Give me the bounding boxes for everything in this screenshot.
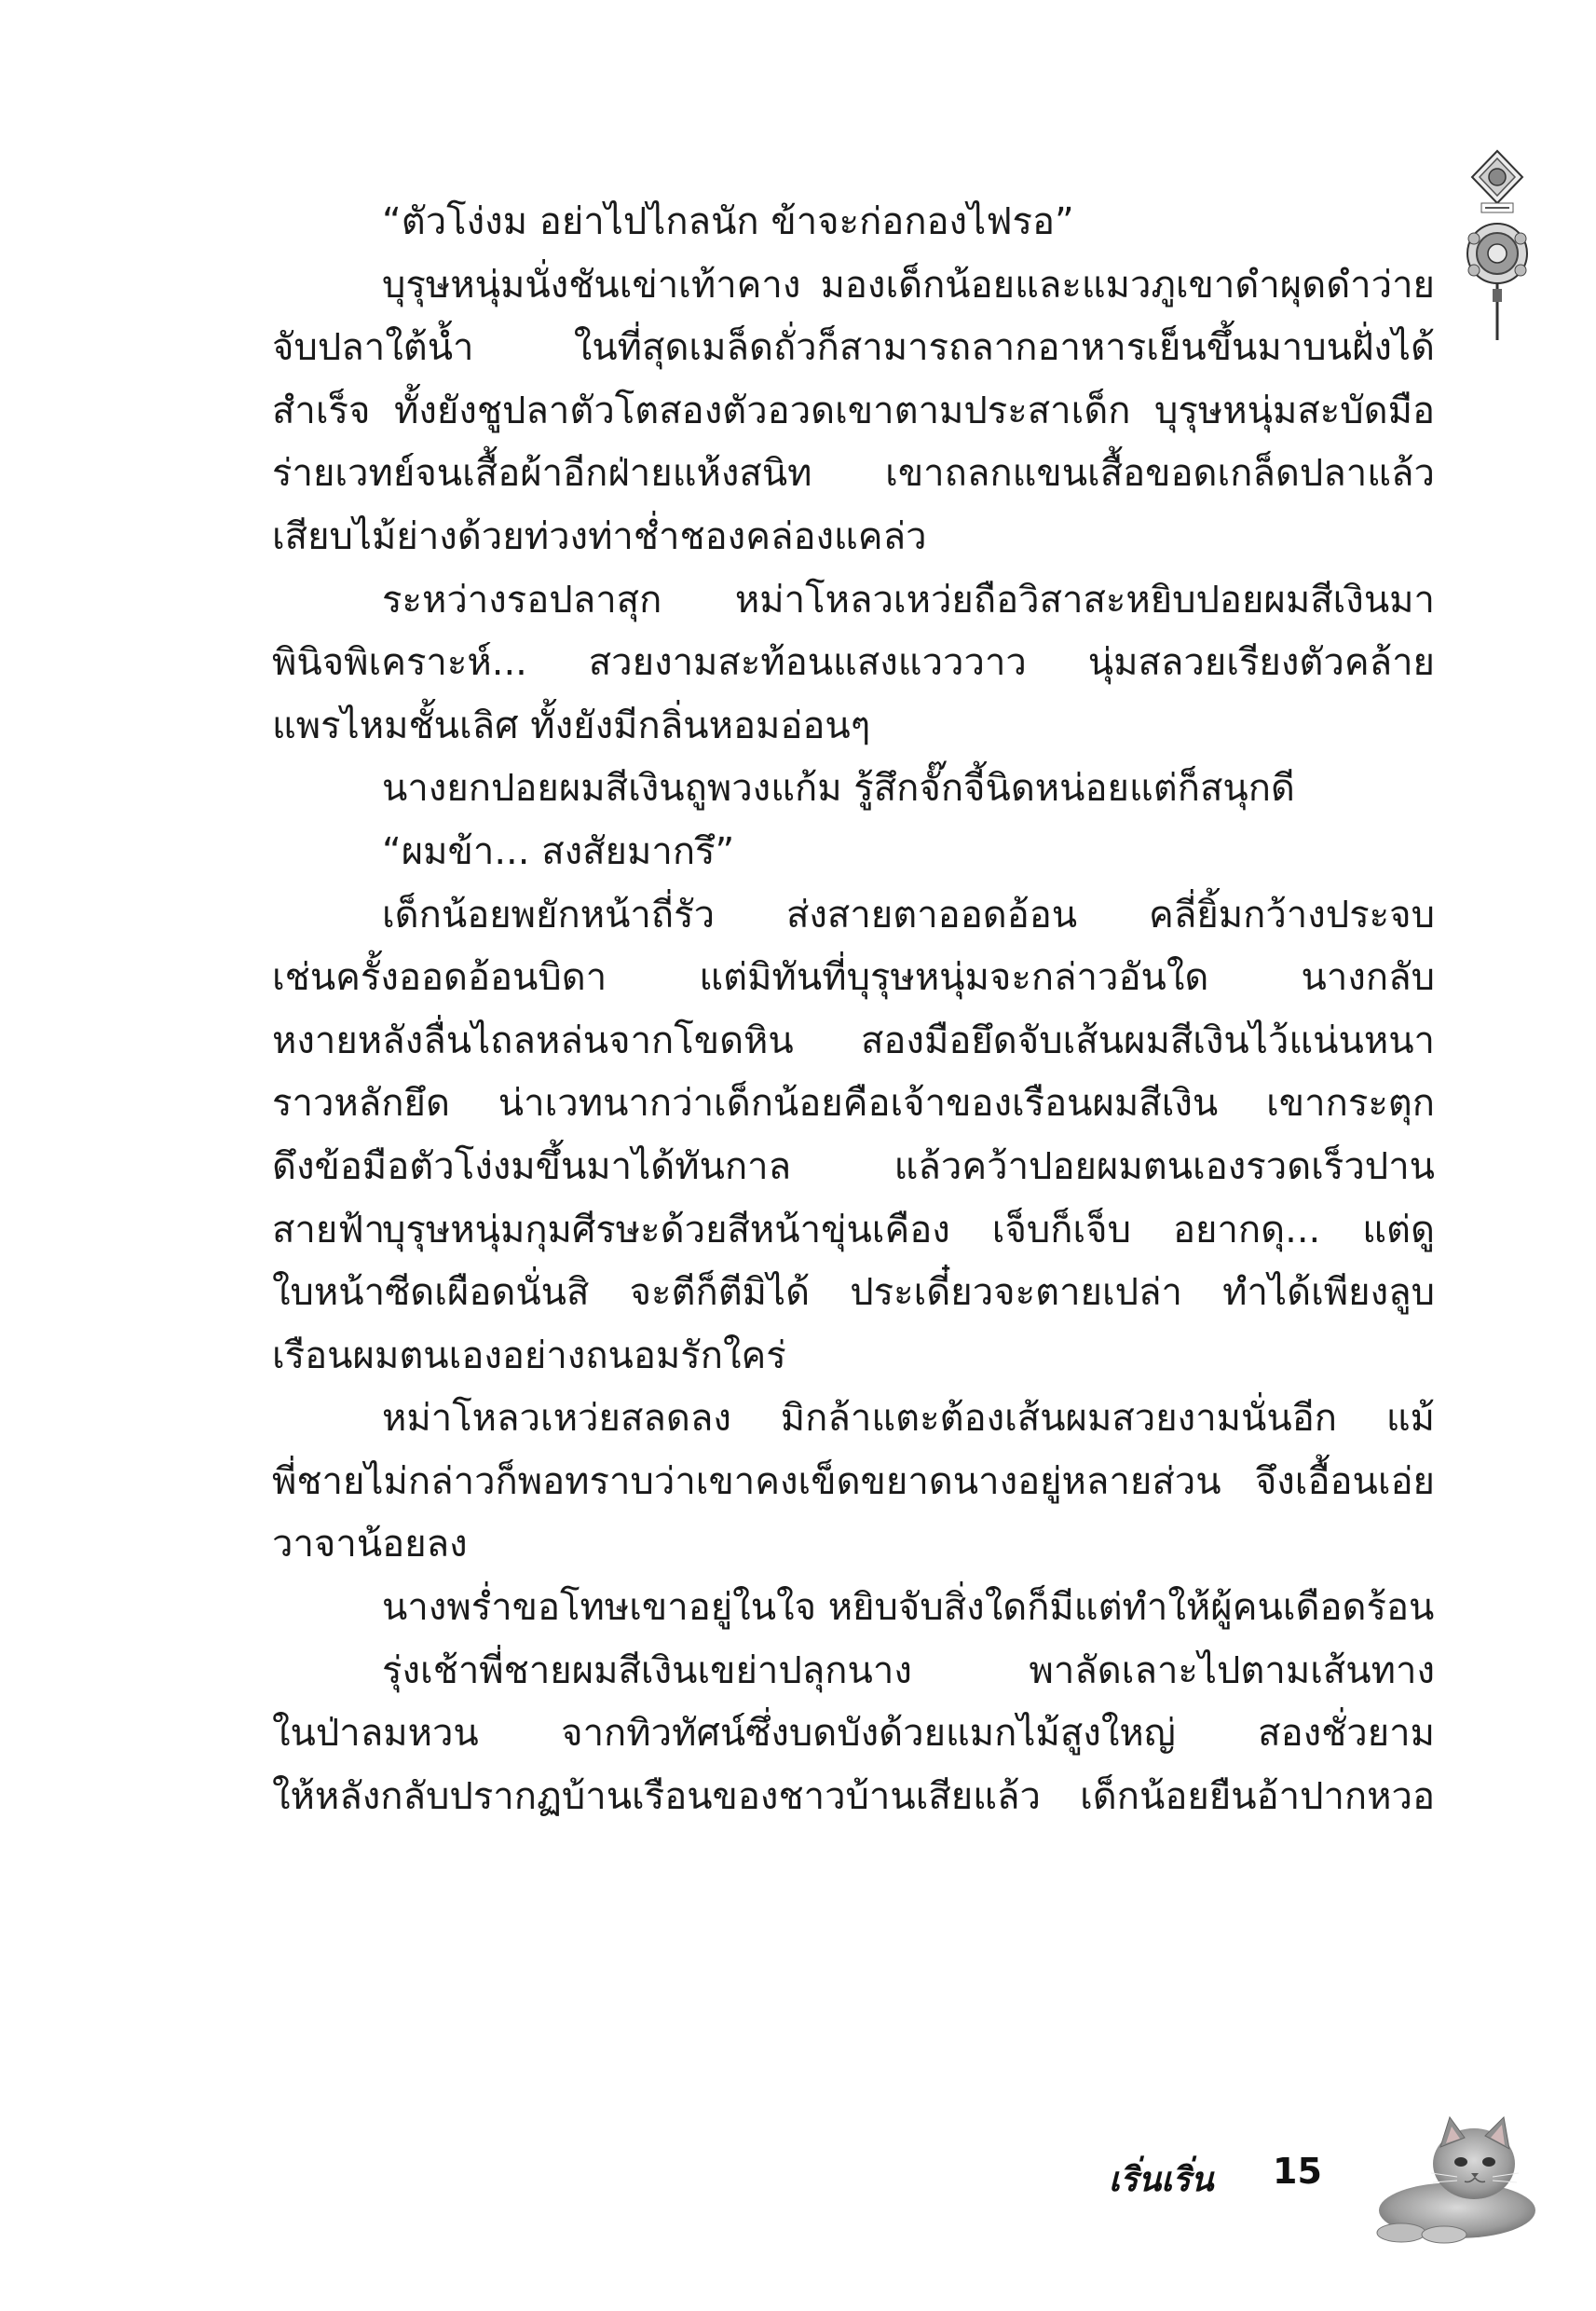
text-line: พินิจพิเคราะห์... สวยงามสะท้อนแสงแวววาว นุ่มสลวยเรียงตัวคล้าย — [272, 641, 1435, 685]
text-line: วาจาน้อยลง — [272, 1523, 468, 1566]
text-line: นางยกปอยผมสีเงินถูพวงแก้ม รู้สึกจั๊กจี้นิดหน่อยแต่ก็สนุกดี — [382, 767, 1295, 811]
text-line: ระหว่างรอปลาสุก หม่าโหลวเหว่ยถือวิสาสะหยิบปอยผมสีเงินมา — [382, 578, 1435, 622]
text-line: หงายหลังลื่นไถลหล่นจากโขดหิน สองมือยึดจับเส้นผมสีเงินไว้แน่นหนา — [272, 1019, 1435, 1062]
text-line: “ตัวโง่งม อย่าไปไกลนัก ข้าจะก่อกองไฟรอ” — [382, 200, 1074, 243]
page-footer — [1109, 2115, 1547, 2255]
cat-illustration-icon — [1364, 2115, 1541, 2246]
ornament-emblem-icon — [1461, 149, 1534, 345]
text-line: จับปลาใต้น้ำ ในที่สุดเมล็ดถั่วก็สามารถลากอาหารเย็นขึ้นมาบนฝั่งได้ — [272, 326, 1435, 370]
text-line: เรือนผมตนเองอย่างถนอมรักใคร่ — [272, 1333, 786, 1377]
text-line: เด็กน้อยพยักหน้าถี่รัว ส่งสายตาออดอ้อน คลี่ยิ้มกว้างประจบ — [382, 893, 1435, 937]
text-line: “ผมข้า... สงสัยมากรึ” — [382, 829, 735, 873]
text-line: ราวหลักยึด น่าเวทนากว่าเด็กน้อยคือเจ้าของเรือนผมสีเงิน เขากระตุก — [272, 1082, 1435, 1126]
text-line: ดึงข้อมือตัวโง่งมขึ้นมาได้ทันกาล แล้วคว้าปอยผมตนเองรวดเร็วปานสายฟ้า — [272, 1144, 1435, 1251]
text-line: ในป่าลมหวน จากทิวทัศน์ซึ่งบดบังด้วยแมกไม้สูงใหญ่ สองชั่วยาม — [272, 1712, 1435, 1756]
text-line: นางพร่ำขอโทษเขาอยู่ในใจ หยิบจับสิ่งใดก็มีแต่ทำให้ผู้คนเดือดร้อน — [382, 1586, 1435, 1630]
text-line: ร่ายเวทย์จนเสื้อผ้าอีกฝ่ายแห้งสนิท เขาถลกแขนเสื้อขอดเกล็ดปลาแล้ว — [272, 452, 1435, 496]
text-line: หม่าโหลวเหว่ยสลดลง มิกล้าแตะต้องเส้นผมสวยงามนั่นอีก แม้ — [382, 1397, 1435, 1441]
text-line: ให้หลังกลับปรากฏบ้านเรือนของชาวบ้านเสียแล้ว เด็กน้อยยืนอ้าปากหวอ — [272, 1774, 1435, 1818]
text-line: แพรไหมชั้นเลิศ ทั้งยังมีกลิ่นหอมอ่อนๆ — [272, 704, 871, 747]
text-line: พี่ชายไม่กล่าวก็พอทราบว่าเขาคงเข็ดขยาดนางอยู่หลายส่วน จึงเอื้อนเอ่ย — [272, 1459, 1435, 1503]
text-line: สำเร็จ ทั้งยังชูปลาตัวโตสองตัวอวดเขาตามประสาเด็ก บุรุษหนุ่มสะบัดมือ — [272, 389, 1435, 432]
text-line: บุรุษหนุ่มนั่งชันเข่าเท้าคาง มองเด็กน้อยและแมวภูเขาดำผุดดำว่าย — [382, 263, 1435, 307]
text-line: บุรุษหนุ่มกุมศีรษะด้วยสีหน้าขุ่นเคือง เจ็บก็เจ็บ อยากดุ... แต่ดู — [382, 1208, 1435, 1251]
body-text — [272, 191, 1435, 1828]
text-line: ใบหน้าซีดเผือดนั่นสิ จะตีก็ตีมิได้ ประเดี๋ยวจะตายเปล่า ทำได้เพียงลูบ — [272, 1271, 1435, 1315]
text-line: รุ่งเช้าพี่ชายผมสีเงินเขย่าปลุกนาง พาลัดเลาะไปตามเส้นทาง — [382, 1648, 1435, 1692]
text-line: เช่นครั้งออดอ้อนบิดา แต่มิทันที่บุรุษหนุ่มจะกล่าวอันใด นางกลับ — [272, 956, 1435, 1000]
footer-book-title: เริ่นเริ่น — [1109, 2160, 1214, 2199]
text-line: เสียบไม้ย่างด้วยท่วงท่าช่ำชองคล่องแคล่ว — [272, 514, 927, 558]
page-number: 15 — [1273, 2151, 1322, 2192]
